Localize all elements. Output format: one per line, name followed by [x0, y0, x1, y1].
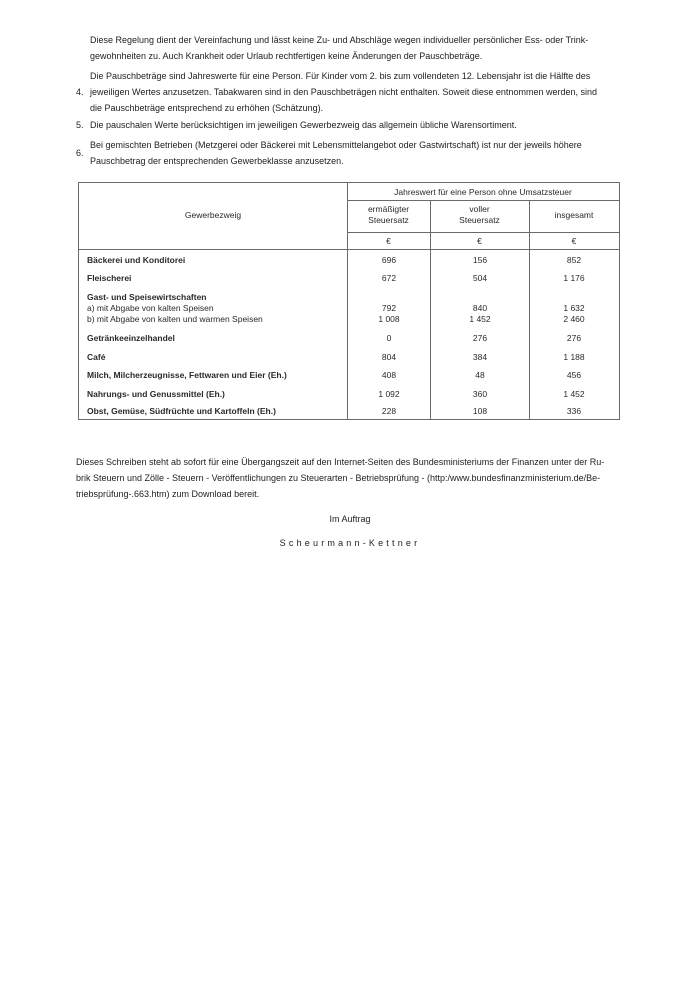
row-value-cafe-a: 804 — [381, 352, 397, 362]
row-label-cafe: Café — [87, 352, 106, 362]
row-value-nahrung-c: 1 452 — [563, 389, 585, 399]
header-ermaessigt-l1: ermäßigter — [367, 204, 410, 214]
item-6-line-1: Bei gemischten Betrieben (Metzgerei oder Bäckerei mit Lebensmittelangebot oder Gastwirtschaft) ist nur der jeweils höhere — [90, 140, 582, 150]
header-ermaessigt — [347, 204, 430, 226]
footer-line-1: Dieses Schreiben steht ab sofort für eine Übergangszeit auf den Internet-Seiten des Bundesministeriums der Finanzen unter der Ru- — [76, 457, 605, 467]
currency-col1: € — [386, 236, 391, 246]
list-number-4: 4. — [76, 87, 84, 97]
row-value-obst-c: 336 — [566, 406, 582, 416]
header-insgesamt: insgesamt — [554, 210, 594, 220]
closing-text: Im Auftrag — [329, 514, 371, 524]
row-value-warme-b: 1 452 — [469, 314, 491, 324]
row-label-getraenke: Getränkeeinzelhandel — [87, 333, 175, 343]
row-value-cafe-c: 1 188 — [563, 352, 585, 362]
row-value-fleischerei-b: 504 — [472, 273, 488, 283]
row-label-baeckerei: Bäckerei und Konditorei — [87, 255, 186, 265]
signature-name: Scheurmann-Kettner — [279, 538, 421, 548]
table-hline-header — [79, 249, 619, 250]
intro-line-1: Diese Regelung dient der Vereinfachung und lässt keine Zu- und Abschläge wegen individueller persönlicher Ess- oder Trink- — [90, 35, 589, 45]
header-voll-l1: voller — [469, 204, 490, 214]
row-label-nahrung: Nahrungs- und Genussmittel (Eh.) — [87, 389, 225, 399]
row-value-cafe-b: 384 — [472, 352, 488, 362]
row-value-obst-b: 108 — [472, 406, 488, 416]
row-value-kalte-b: 840 — [472, 303, 488, 313]
row-label-gastwirtschaft: Gast- und Speisewirtschaften — [87, 292, 207, 302]
item-5-line-1: Die pauschalen Werte berücksichtigen im jeweiligen Gewerbezweig das allgemein übliche Warensortiment. — [90, 120, 517, 130]
pauschbetraege-table — [78, 182, 620, 420]
row-value-baeckerei-a: 696 — [381, 255, 397, 265]
currency-col2: € — [477, 236, 482, 246]
item-4-line-1: Die Pauschbeträge sind Jahreswerte für eine Person. Für Kinder vom 2. bis zum vollendeten 12. Lebensjahr ist die Hälfte des — [90, 71, 591, 81]
row-label-milch: Milch, Milcherzeugnisse, Fettwaren und Eier (Eh.) — [87, 370, 287, 380]
row-value-milch-b: 48 — [475, 370, 485, 380]
row-label-fleischerei: Fleischerei — [87, 273, 132, 283]
row-value-milch-a: 408 — [381, 370, 397, 380]
row-label-kalte-speisen: a) mit Abgabe von kalten Speisen — [87, 303, 214, 313]
item-4-line-2: jeweiligen Wertes anzusetzen. Tabakwaren sind in den Pauschbeträgen nicht enthalten. Soweit diese entnommen werden, sind — [90, 87, 597, 97]
header-gewerbezweig: Gewerbezweig — [184, 210, 242, 220]
row-value-getraenke-b: 276 — [472, 333, 488, 343]
row-value-kalte-a: 792 — [381, 303, 397, 313]
row-value-getraenke-a: 0 — [386, 333, 392, 343]
header-voll — [430, 204, 529, 226]
row-value-fleischerei-a: 672 — [381, 273, 397, 283]
header-group: Jahreswert für eine Person ohne Umsatzsteuer — [394, 187, 572, 197]
row-value-baeckerei-b: 156 — [472, 255, 488, 265]
row-value-baeckerei-c: 852 — [566, 255, 582, 265]
row-value-fleischerei-c: 1 176 — [563, 273, 585, 283]
list-number-5: 5. — [76, 120, 84, 130]
list-number-6: 6. — [76, 148, 84, 158]
row-value-obst-a: 228 — [381, 406, 397, 416]
footer-paragraph — [76, 454, 656, 502]
row-label-warme-speisen: b) mit Abgabe von kalten und warmen Speisen — [87, 314, 263, 324]
intro-paragraph — [90, 32, 650, 64]
row-value-nahrung-b: 360 — [472, 389, 488, 399]
intro-line-2: gewohnheiten zu. Auch Krankheit oder Urlaub rechtfertigen keine Änderungen der Pauschbeträge. — [90, 51, 483, 61]
table-hline-group — [347, 200, 619, 201]
header-voll-l2: Steuersatz — [459, 215, 500, 225]
row-value-warme-c: 2 460 — [563, 314, 585, 324]
footer-line-3: triebsprüfung-.663.htm) zum Download bereit. — [76, 489, 260, 499]
row-label-obst: Obst, Gemüse, Südfrüchte und Kartoffeln (Eh.) — [87, 406, 276, 416]
row-value-warme-a: 1 008 — [378, 314, 400, 324]
row-value-kalte-c: 1 632 — [563, 303, 585, 313]
currency-col3: € — [571, 236, 577, 246]
table-hline-sub — [347, 232, 619, 233]
item-4-line-3: die Pauschbeträge entsprechend zu erhöhen (Schätzung). — [90, 103, 324, 113]
footer-line-2: brik Steuern und Zölle - Steuern - Veröffentlichungen zu Steuerarten - Betriebsprüfung - (http:/www.bundesfinanzministerium.de/Be- — [76, 473, 601, 483]
row-value-getraenke-c: 276 — [566, 333, 582, 343]
row-value-nahrung-a: 1 092 — [378, 389, 400, 399]
item-6-line-2: Pauschbetrag der entsprechenden Gewerbeklasse anzusetzen. — [90, 156, 344, 166]
header-ermaessigt-l2: Steuersatz — [368, 215, 409, 225]
row-value-milch-c: 456 — [566, 370, 582, 380]
